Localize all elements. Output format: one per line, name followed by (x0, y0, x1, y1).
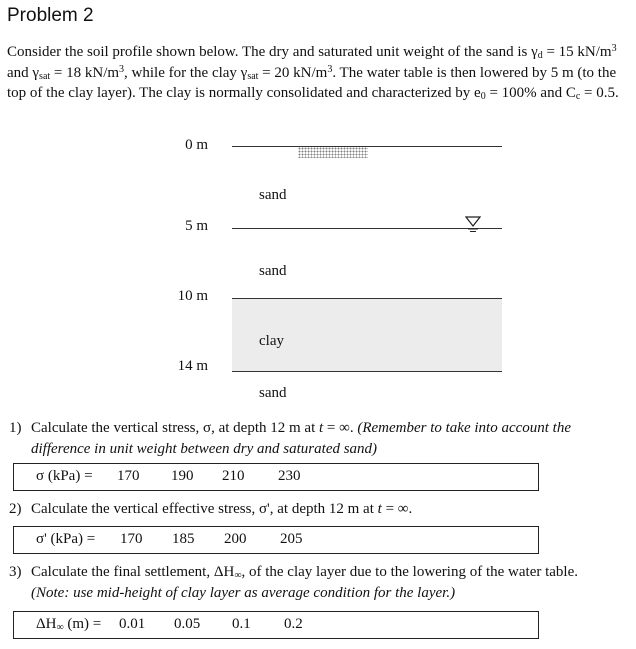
answer-option[interactable]: 210 (222, 468, 245, 484)
depth-label-0m: 0 m (185, 137, 208, 153)
answer-label: σ (kPa) = (36, 468, 93, 484)
answer-label: σ' (kPa) = (36, 531, 96, 547)
layer-label-clay: clay (259, 333, 284, 349)
layer-label-sand-saturated: sand (259, 263, 287, 279)
answer-box-3 (13, 611, 539, 639)
depth-label-14m: 14 m (177, 358, 208, 374)
question-text: Calculate the vertical effective stress, σ', at depth 12 m at t = ∞. (31, 501, 413, 517)
answer-option[interactable]: 0.05 (174, 616, 201, 632)
question-number: 2) (9, 501, 22, 517)
question-text: Calculate the final settlement, $\Delta H_\infty$, of the clay layer due to the lowering of the water table. (Note: use mid-height of clay layer as average condition for the layer.) (31, 564, 579, 601)
ground-surface-hatch (298, 147, 368, 158)
problem-statement: Consider the soil profile shown below. The dry and saturated unit weight of the sand is $\gamma_d = 15$ $kN/m^3$ and $\gamma_{sat} = 18$ $kN/m^3$, while for the clay $\gamma_{sat} = 20$ $kN/m^3$. The water table is then lowered by 5 m (to the top of the clay layer). The clay is normally consolidated and characterized by $e_0 = 100\%$ and $C_c = 0.5$. (7, 43, 619, 102)
answer-option[interactable]: 190 (171, 468, 194, 484)
question-3 (9, 562, 629, 604)
depth-label-5m: 5 m (185, 218, 208, 234)
question-1 (9, 418, 629, 460)
question-2 (9, 499, 629, 520)
water-table-icon (465, 215, 481, 233)
depth-label-10m: 10 m (177, 288, 208, 304)
answer-option[interactable]: 0.2 (284, 616, 303, 632)
answer-box-2 (13, 526, 539, 554)
answer-option[interactable]: 230 (278, 468, 301, 484)
answer-label: $\Delta H_\infty$ (m) = (36, 616, 102, 633)
layer-label-sand-dry: sand (259, 187, 287, 203)
answer-box-1 (13, 463, 539, 491)
answer-option[interactable]: 0.01 (119, 616, 146, 632)
water-table-line (232, 228, 502, 229)
answer-option[interactable]: 185 (172, 531, 195, 547)
answer-option[interactable]: 200 (224, 531, 247, 547)
problem-title: Problem 2 (7, 5, 94, 26)
question-number: 3) (9, 564, 22, 580)
answer-option[interactable]: 170 (117, 468, 140, 484)
question-number: 1) (9, 420, 22, 436)
answer-option[interactable]: 205 (280, 531, 303, 547)
question-text: Calculate the vertical stress, σ, at depth 12 m at t = ∞. (Remember to take into account the difference in unit weight between dry and saturated sand) (31, 420, 572, 457)
answer-option[interactable]: 0.1 (232, 616, 251, 632)
answer-option[interactable]: 170 (120, 531, 143, 547)
layer-label-sand-bottom: sand (259, 385, 287, 401)
